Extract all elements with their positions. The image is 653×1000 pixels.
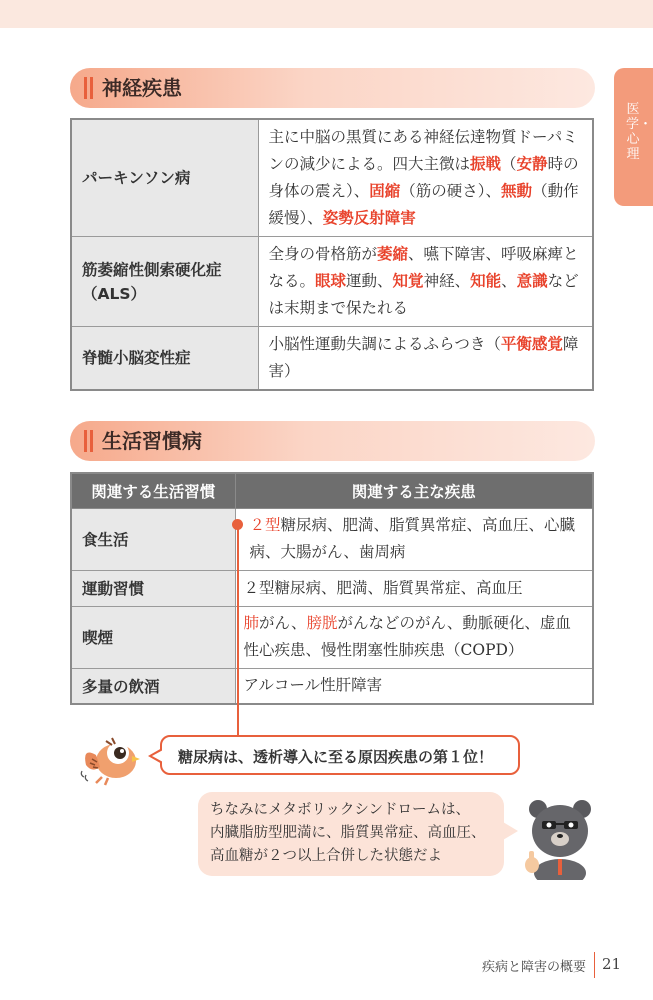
bubble-line: 高血糖が２つ以上合併した状態だよ [210,848,442,864]
heading-bars-icon [84,430,94,452]
callout-dot [232,519,243,530]
bear-speech-bubble [198,792,504,876]
text-segment: がんなどのがん、動脈硬化、虚血性心疾患、慢性閉塞性肺疾患（COPD） [243,614,571,659]
table-row [71,327,593,391]
highlight-term: 無動 [501,182,533,200]
text-segment: 全身の骨格筋が [268,245,378,263]
text-segment: などは末期まで保たれる [268,272,579,317]
highlight-term: ２型 [249,516,281,534]
footer-divider [594,952,595,978]
section-heading-neuro [70,68,595,108]
highlight-term: 萎縮 [377,245,409,263]
text-segment: アルコール性肝障害 [243,676,383,695]
table-row [71,508,593,570]
table-row [71,668,593,704]
heading-bars-icon [84,77,94,99]
habit-name: 多量の飲酒 [71,668,235,704]
habit-name: 運動習慣 [71,570,235,606]
text-segment: 小脳性運動失調によるふらつき（ [268,335,501,353]
disease-name: 脊髄小脳変性症 [71,327,258,391]
table-header-row [71,473,593,508]
owl-bubble-text: 糖尿病は、透析導入に至る原因疾患の第１位！ [178,748,494,766]
habit-name: 食生活 [71,508,235,570]
text-segment: 障害） [268,335,579,380]
column-header: 関連する生活習慣 [71,473,235,508]
text-segment: （動作緩慢）、 [268,182,579,227]
disease-list [235,570,593,606]
text-segment: （ [501,155,517,173]
neuro-table [70,118,594,391]
section-title: 神経疾患 [102,76,182,100]
highlight-term: 眼球 [315,272,347,290]
disease-list [235,508,593,570]
table-row [71,606,593,668]
highlight-term: 知能 [470,272,502,290]
bear-mascot-icon [520,795,600,880]
table-row [71,119,593,237]
highlight-term: 固縮 [369,182,401,200]
text-segment: 時の身体の震え）、 [268,155,579,200]
bear-bubble-text [210,799,486,868]
highlight-term: 平衡感覚 [500,335,563,353]
disease-desc [258,237,593,327]
text-segment: 運動、 [346,272,393,290]
highlight-term: 膀胱 [306,614,338,632]
owl-speech-bubble [160,735,520,775]
highlight-term: 振戦 [470,155,502,173]
text-segment: 、 [501,272,517,290]
text-segment: ２型糖尿病、肥満、脂質異常症、高血圧 [243,578,523,597]
callout-line [237,525,239,754]
section-title: 生活習慣病 [102,429,202,453]
text-segment: がん、 [259,614,307,632]
disease-list [235,668,593,704]
disease-desc [258,119,593,237]
lifestyle-table [70,472,594,705]
highlight-term: 知覚 [392,272,424,290]
table-row [71,570,593,606]
disease-list [235,606,593,668]
text-segment: 主に中脳の黒質にある神経伝達物質ドーパミンの減少による。四大主徴は [268,128,578,173]
highlight-term: 肺 [243,614,260,632]
side-tab-label: 医学・心理 [626,102,653,162]
disease-desc [258,327,593,391]
table-row [71,237,593,327]
disease-name: パーキンソン病 [71,119,258,237]
bubble-line: ちなみにメタボリックシンドロームは、 [210,802,471,818]
habit-name: 喫煙 [71,606,235,668]
text-segment: （筋の硬さ）、 [400,182,502,200]
owl-mascot-icon [78,725,150,787]
footer-title: 疾病と障害の概要 [482,960,587,975]
section-heading-lifestyle [70,421,595,461]
page-number: 21 [602,955,622,973]
highlight-term: 安静 [516,155,548,173]
highlight-term: 意識 [516,272,548,290]
text-segment: 、嚥下障害、呼吸麻痺となる。 [268,245,579,290]
bubble-line: 内臓脂肪型肥満に、脂質異常症、高血圧、 [210,825,486,841]
disease-name: 筋萎縮性側索硬化症（ALS） [71,237,258,327]
highlight-term: 姿勢反射障害 [322,209,416,227]
text-segment: 神経、 [423,272,471,290]
side-tab [614,68,653,206]
text-segment: 糖尿病、肥満、脂質異常症、高血圧、心臓病、大腸がん、歯周病 [249,516,576,561]
top-band [0,0,653,28]
column-header: 関連する主な疾患 [235,473,593,508]
